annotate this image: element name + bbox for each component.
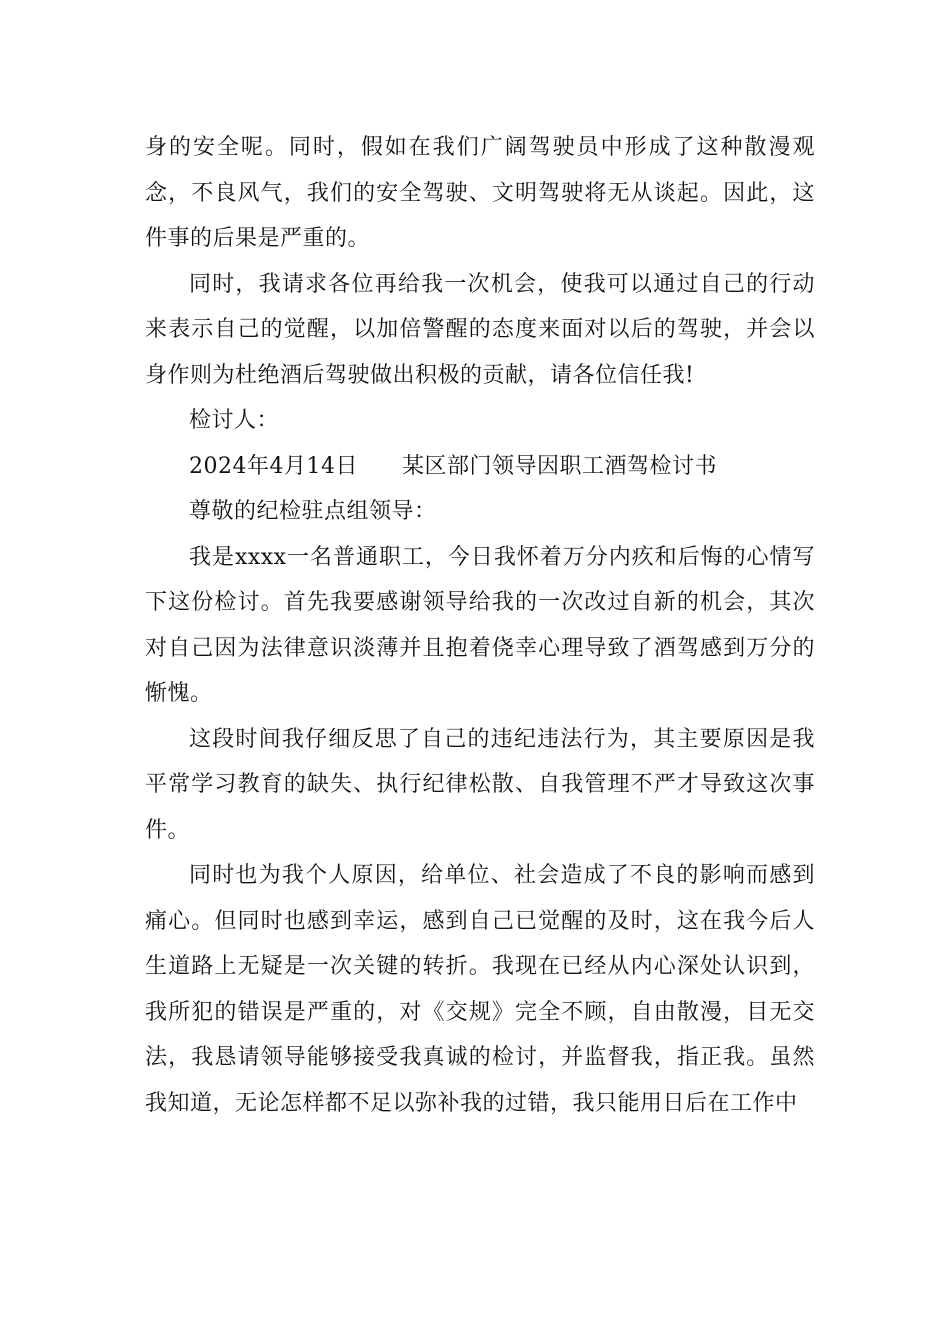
date-title-line [145, 444, 815, 490]
salutation: 尊敬的纪检驻点组领导： [189, 499, 437, 524]
paragraph-request: 同时，我请求各位再给我一次机会，使我可以通过自己的行动来表示自己的觉醒，以加倍警醒的态度来面对以后的驾驶，并会以身作则为杜绝酒后驾驶做出积极的贡献，请各位信任我! [145, 271, 815, 388]
paragraph-continuation: 身的安全呢。同时，假如在我们广阔驾驶员中形成了这种散漫观念，不良风气，我们的安全驾驶、文明驾驶将无从谈起。因此，这件事的后果是严重的。 [145, 135, 815, 251]
document-body [145, 125, 815, 1126]
body-paragraph: 这段时间我仔细反思了自己的违纪违法行为，其主要原因是我平常学习教育的缺失、执行纪律松散、自我管理不严才导致这次事件。 [145, 726, 815, 843]
signature-label: 检讨人： [189, 408, 280, 433]
document-title: 某区部门领导因职工酒驾检讨书 [401, 453, 717, 479]
body-paragraph: 同时也为我个人原因，给单位、社会造成了不良的影响而感到痛心。但同时也感到幸运，感到自己已觉醒的及时，这在我今后人生道路上无疑是一次关键的转折。我现在已经从内心深处认识到，我所犯的错误是严重的，对《交规》完全不顾，自由散漫，目无交法，我恳请领导能够接受我真诚的检讨，并监督我，指正我。虽然我知道，无论怎样都不足以弥补我的过错，我只能用日后在工作中 [145, 863, 815, 1116]
date-text: 2024年4月14日 [189, 453, 358, 479]
body-paragraph: 我是xxxx一名普通职工，今日我怀着万分内疚和后悔的心情写下这份检讨。首先我要感谢领导给我的一次改过自新的机会，其次对自己因为法律意识淡薄并且抱着侥幸心理导致了酒驾感到万分的惭愧。 [145, 544, 815, 706]
